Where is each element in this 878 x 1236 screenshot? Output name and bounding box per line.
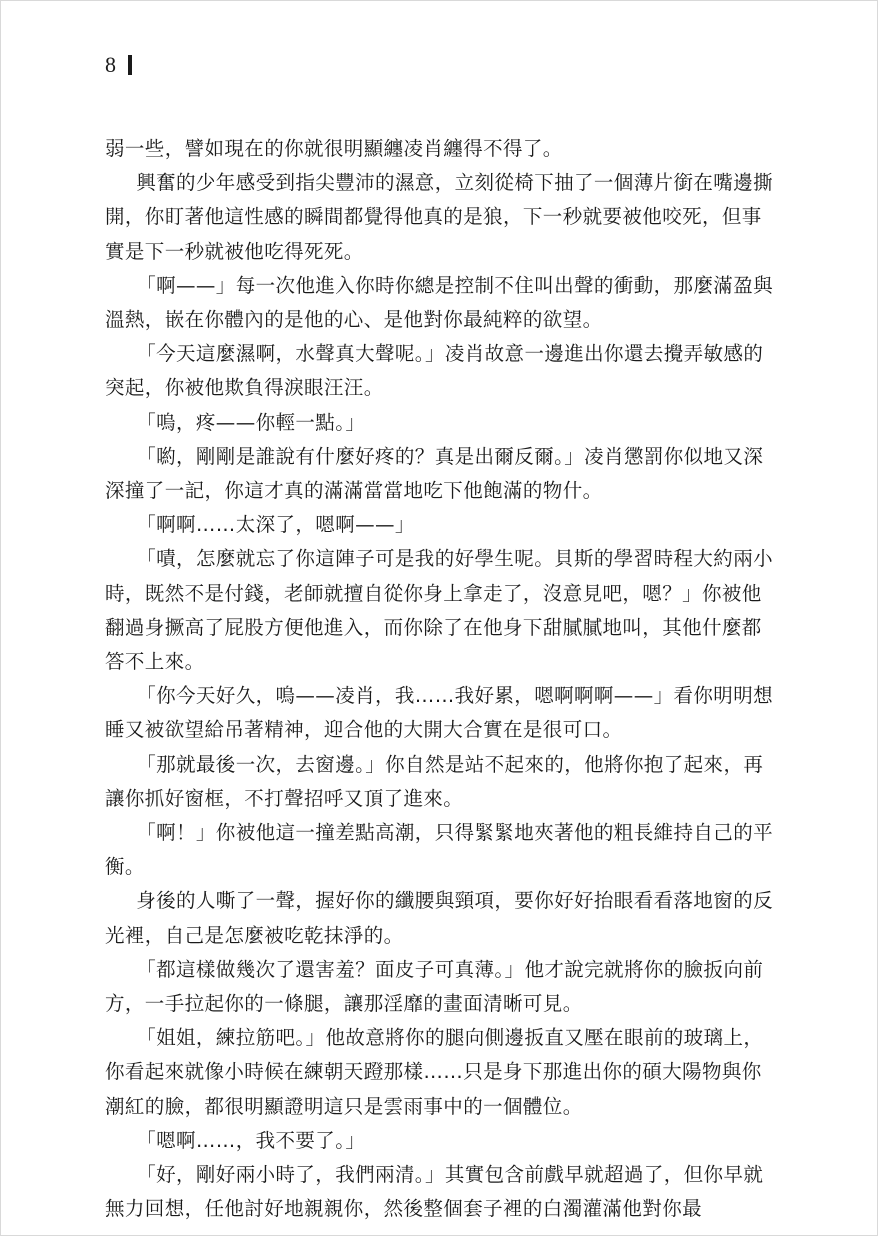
paragraph: 「嘖，怎麼就忘了你這陣子可是我的好學生呢。貝斯的學習時程大約兩小時，既然不是付錢，老師就擅自從你身上拿走了，沒意見吧，嗯？」你被他翻過身撅高了屁股方便他進入，而你除了在他身下甜膩膩地叫，其他什麼都答不上來。 [105,547,773,674]
paragraph: 「啊——」每一次他進入你時你總是控制不住叫出聲的衝動，那麼滿盈與溫熱，嵌在你體內的是他的心、是他對你最純粹的欲望。 [105,273,773,332]
paragraph: 身後的人嘶了一聲，握好你的纖腰與頸項，要你好好抬眼看看落地窗的反光裡，自己是怎麼被吃乾抹淨的。 [105,889,773,947]
paragraph: 「喲，剛剛是誰說有什麼好疼的？真是出爾反爾。」凌肖懲罰你似地又深深撞了一記，你這才真的滿滿當當地吃下他飽滿的物什。 [105,444,764,503]
header-divider-bar [128,55,132,75]
paragraph: 「那就最後一次，去窗邊。」你自然是站不起來的，他將你抱了起來，再讓你抓好窗框，不打聲招呼又頂了進來。 [105,752,764,810]
paragraph: 「好，剛好兩小時了，我們兩清。」其實包含前戲早就超過了，但你早就無力回想，任他討好地親親你，然後整個套子裡的白濁灌滿他對你最 [105,1163,764,1221]
paragraph: 「啊啊……太深了，嗯啊——」 [136,513,415,537]
paragraph: 「姐姐，練拉筋吧。」他故意將你的腿向側邊扳直又壓在眼前的玻璃上，你看起來就像小時候在練朝天蹬那樣……只是身下那進出你的碩大陽物與你潮紅的臉，都很明顯證明這只是雲雨事中的一個體位。 [105,1026,764,1118]
paragraph: 弱一些，譬如現在的你就很明顯纏凌肖纏得不得了。 [105,137,563,160]
paragraph: 「嗚，疼——你輕一點。」 [136,410,366,434]
paragraph: 「都這樣做幾次了還害羞？面皮子可真薄。」他才說完就將你的臉扳向前方，一手拉起你的一條腿，讓那淫靡的畫面清晰可見。 [105,957,764,1016]
paragraph: 興奮的少年感受到指尖豐沛的濕意，立刻從椅下抽了一個薄片銜在嘴邊撕開，你盯著他這性感的瞬間都覺得他真的是狼，下一秒就要被他咬死，但事實是下一秒就被他吃得死死。 [105,171,773,263]
page-header [105,51,132,79]
paragraph: 「你今天好久，嗚——凌肖，我……我好累，嗯啊啊啊——」看你明明想睡又被欲望給吊著精神，迎合他的大開大合實在是很可口。 [105,684,773,742]
paragraph: 「啊！」你被他這一撞差點高潮，只得緊緊地夾著他的粗長維持自己的平衡。 [105,821,773,879]
paragraph: 「嗯啊……，我不要了。」 [136,1128,366,1152]
page-number: 8 [105,52,116,77]
paragraph: 「今天這麼濕啊，水聲真大聲呢。」凌肖故意一邊進出你還去攪弄敏感的突起，你被他欺負得淚眼汪汪。 [105,342,764,400]
body-text [105,132,775,1227]
